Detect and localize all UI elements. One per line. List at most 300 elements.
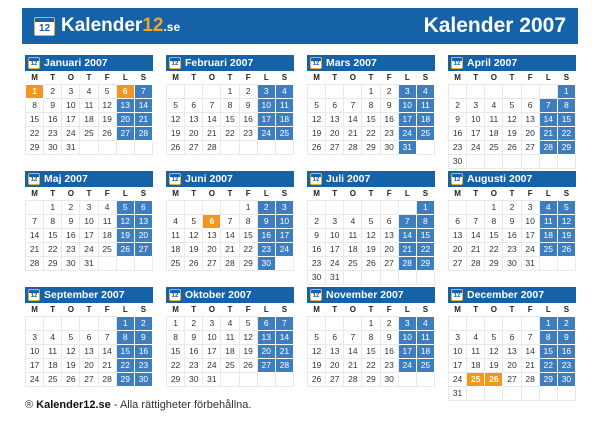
week-row xyxy=(26,214,153,228)
day-cell: 14 xyxy=(398,228,416,242)
day-cell: 5 xyxy=(62,330,80,344)
day-cell: 15 xyxy=(239,228,257,242)
day-cell: 23 xyxy=(503,242,521,256)
calendar-icon: 12 xyxy=(28,173,40,185)
day-cell: 16 xyxy=(503,228,521,242)
empty-cell xyxy=(80,140,98,154)
month-table xyxy=(25,72,153,155)
day-cell: 24 xyxy=(203,358,221,372)
day-cell: 6 xyxy=(449,214,467,228)
weekday-header: T xyxy=(362,304,380,316)
weekday-header: S xyxy=(134,304,152,316)
empty-cell xyxy=(557,256,575,270)
weekday-header-row xyxy=(308,72,435,84)
month-title: Maj 2007 xyxy=(44,173,88,185)
day-cell: 27 xyxy=(185,140,203,154)
day-cell: 23 xyxy=(380,358,398,372)
month-calendar xyxy=(307,287,435,387)
weekday-header-row xyxy=(449,304,576,316)
day-cell: 19 xyxy=(239,344,257,358)
day-cell: 3 xyxy=(275,200,293,214)
day-cell: 3 xyxy=(257,84,275,98)
day-cell: 4 xyxy=(275,84,293,98)
weekday-header: L xyxy=(257,72,275,84)
empty-cell xyxy=(185,84,203,98)
weekday-header: F xyxy=(380,72,398,84)
empty-cell xyxy=(503,386,521,400)
day-cell: 2 xyxy=(380,316,398,330)
day-cell: 16 xyxy=(557,344,575,358)
day-cell: 21 xyxy=(275,344,293,358)
day-cell: 1 xyxy=(362,316,380,330)
day-cell: 12 xyxy=(308,112,326,126)
week-row xyxy=(26,200,153,214)
month-title: Juni 2007 xyxy=(185,173,233,185)
empty-cell xyxy=(539,256,557,270)
day-cell: 20 xyxy=(185,126,203,140)
day-cell: 30 xyxy=(308,270,326,284)
week-row xyxy=(26,256,153,270)
day-cell: 18 xyxy=(80,112,98,126)
day-cell: 17 xyxy=(26,358,44,372)
day-cell: 14 xyxy=(275,330,293,344)
month-table xyxy=(166,304,294,387)
weekday-header-row xyxy=(449,188,576,200)
weekday-header-row xyxy=(308,304,435,316)
day-cell: 10 xyxy=(398,98,416,112)
day-cell: 7 xyxy=(344,330,362,344)
week-row xyxy=(449,242,576,256)
month-table xyxy=(448,72,576,169)
empty-cell xyxy=(185,200,203,214)
empty-cell xyxy=(221,200,239,214)
weekday-header: L xyxy=(116,304,134,316)
day-cell: 13 xyxy=(326,112,344,126)
day-cell: 15 xyxy=(44,228,62,242)
day-cell: 5 xyxy=(185,214,203,228)
day-cell: 14 xyxy=(467,228,485,242)
footer-text: - Alla rättigheter förbehållna. xyxy=(113,399,252,411)
day-cell: 13 xyxy=(185,112,203,126)
week-row xyxy=(449,386,576,400)
day-cell: 2 xyxy=(449,98,467,112)
day-cell: 27 xyxy=(257,358,275,372)
day-cell: 10 xyxy=(62,98,80,112)
day-cell: 8 xyxy=(239,214,257,228)
empty-cell xyxy=(416,372,434,386)
day-cell: 13 xyxy=(134,214,152,228)
weekday-header: O xyxy=(203,304,221,316)
day-cell: 2 xyxy=(185,316,203,330)
empty-cell xyxy=(239,372,257,386)
day-cell: 15 xyxy=(416,228,434,242)
empty-cell xyxy=(467,154,485,168)
day-cell: 20 xyxy=(80,358,98,372)
month-title: November 2007 xyxy=(326,289,404,301)
weekday-header: O xyxy=(344,304,362,316)
day-cell: 12 xyxy=(485,344,503,358)
day-cell: 7 xyxy=(539,98,557,112)
site-logo[interactable] xyxy=(34,15,180,37)
empty-cell xyxy=(116,256,134,270)
empty-cell xyxy=(203,200,221,214)
week-row xyxy=(167,330,294,344)
month-title: Januari 2007 xyxy=(44,57,108,69)
day-cell: 9 xyxy=(62,214,80,228)
day-cell: 24 xyxy=(521,242,539,256)
day-cell: 18 xyxy=(275,112,293,126)
day-cell: 28 xyxy=(539,140,557,154)
day-cell: 1 xyxy=(239,200,257,214)
day-cell: 25 xyxy=(485,140,503,154)
day-cell: 29 xyxy=(485,256,503,270)
day-cell: 10 xyxy=(257,98,275,112)
empty-cell xyxy=(257,372,275,386)
day-cell: 24 xyxy=(26,372,44,386)
day-cell: 15 xyxy=(26,112,44,126)
day-cell: 3 xyxy=(80,200,98,214)
day-cell: 2 xyxy=(380,84,398,98)
empty-cell xyxy=(275,256,293,270)
empty-cell xyxy=(98,256,116,270)
month-title: December 2007 xyxy=(467,289,545,301)
day-cell: 1 xyxy=(44,200,62,214)
day-cell: 23 xyxy=(44,126,62,140)
calendar-icon: 12 xyxy=(34,17,55,36)
day-cell: 21 xyxy=(26,242,44,256)
empty-cell xyxy=(62,316,80,330)
weekday-header: M xyxy=(26,72,44,84)
weekday-header-row xyxy=(26,72,153,84)
day-cell: 30 xyxy=(185,372,203,386)
empty-cell xyxy=(485,84,503,98)
day-cell: 9 xyxy=(185,330,203,344)
day-cell: 10 xyxy=(398,330,416,344)
month-table xyxy=(25,188,153,271)
weekday-header-row xyxy=(167,304,294,316)
day-cell: 22 xyxy=(557,126,575,140)
day-cell: 21 xyxy=(98,358,116,372)
week-row xyxy=(167,256,294,270)
empty-cell xyxy=(308,200,326,214)
day-cell: 19 xyxy=(116,228,134,242)
day-cell: 7 xyxy=(521,330,539,344)
empty-cell xyxy=(221,372,239,386)
day-cell: 7 xyxy=(275,316,293,330)
day-cell: 17 xyxy=(275,228,293,242)
day-cell: 25 xyxy=(275,126,293,140)
day-cell: 22 xyxy=(116,358,134,372)
empty-cell xyxy=(44,316,62,330)
day-cell: 25 xyxy=(221,358,239,372)
day-cell: 27 xyxy=(449,256,467,270)
footer-brand: Kalender12.se xyxy=(36,399,111,411)
day-cell: 14 xyxy=(344,344,362,358)
day-cell: 13 xyxy=(116,98,134,112)
month-calendar xyxy=(25,171,153,271)
empty-cell xyxy=(275,140,293,154)
weekday-header: M xyxy=(26,188,44,200)
day-cell: 5 xyxy=(503,98,521,112)
day-cell: 17 xyxy=(80,228,98,242)
day-cell: 13 xyxy=(80,344,98,358)
day-cell: 3 xyxy=(26,330,44,344)
day-cell: 16 xyxy=(380,344,398,358)
empty-cell xyxy=(326,200,344,214)
day-cell: 7 xyxy=(221,214,239,228)
week-row xyxy=(308,316,435,330)
day-cell: 12 xyxy=(98,98,116,112)
day-cell: 25 xyxy=(44,372,62,386)
day-cell: 23 xyxy=(134,358,152,372)
week-row xyxy=(449,154,576,168)
day-cell: 6 xyxy=(134,200,152,214)
day-cell: 8 xyxy=(362,98,380,112)
week-row xyxy=(26,228,153,242)
week-row xyxy=(26,372,153,386)
weekday-header: M xyxy=(167,188,185,200)
day-cell: 22 xyxy=(239,242,257,256)
month-calendar xyxy=(166,287,294,387)
weekday-header: O xyxy=(62,188,80,200)
day-cell: 8 xyxy=(485,214,503,228)
weekday-header: S xyxy=(557,304,575,316)
day-cell: 9 xyxy=(503,214,521,228)
empty-cell xyxy=(398,372,416,386)
day-cell: 25 xyxy=(98,242,116,256)
week-row xyxy=(308,140,435,154)
day-cell: 31 xyxy=(326,270,344,284)
weekday-header: T xyxy=(467,188,485,200)
weekday-header: T xyxy=(221,304,239,316)
footer xyxy=(25,399,251,411)
month-calendar xyxy=(448,171,576,271)
day-cell: 20 xyxy=(326,126,344,140)
month-header xyxy=(448,55,576,71)
day-cell: 4 xyxy=(221,316,239,330)
weekday-header-row xyxy=(26,304,153,316)
week-row xyxy=(449,316,576,330)
day-cell: 9 xyxy=(557,330,575,344)
day-cell: 22 xyxy=(26,126,44,140)
day-cell: 29 xyxy=(239,256,257,270)
day-cell: 29 xyxy=(362,140,380,154)
day-cell: 26 xyxy=(503,140,521,154)
weekday-header: M xyxy=(167,304,185,316)
day-cell: 12 xyxy=(167,112,185,126)
day-cell: 19 xyxy=(62,358,80,372)
month-header xyxy=(25,55,153,71)
day-cell: 30 xyxy=(449,154,467,168)
week-row xyxy=(449,344,576,358)
calendar-icon: 12 xyxy=(169,289,181,301)
empty-cell xyxy=(449,84,467,98)
day-cell: 26 xyxy=(308,140,326,154)
weekday-header-row xyxy=(167,72,294,84)
day-cell: 9 xyxy=(308,228,326,242)
day-cell: 5 xyxy=(362,214,380,228)
weekday-header: O xyxy=(203,188,221,200)
week-row xyxy=(167,140,294,154)
day-cell: 19 xyxy=(98,112,116,126)
day-cell: 7 xyxy=(203,98,221,112)
day-cell: 16 xyxy=(449,126,467,140)
day-cell: 3 xyxy=(326,214,344,228)
day-cell: 19 xyxy=(557,228,575,242)
day-cell: 4 xyxy=(80,84,98,98)
empty-cell xyxy=(521,386,539,400)
weekday-header: M xyxy=(449,188,467,200)
weekday-header: T xyxy=(362,72,380,84)
day-cell: 2 xyxy=(62,200,80,214)
day-cell: 3 xyxy=(467,98,485,112)
day-cell: 18 xyxy=(416,344,434,358)
day-cell: 22 xyxy=(362,358,380,372)
month-header xyxy=(166,171,294,187)
empty-cell xyxy=(134,256,152,270)
week-row xyxy=(26,140,153,154)
empty-cell xyxy=(116,140,134,154)
month-table xyxy=(166,72,294,155)
day-cell: 24 xyxy=(398,358,416,372)
day-cell: 7 xyxy=(134,84,152,98)
day-cell: 17 xyxy=(398,344,416,358)
day-cell: 17 xyxy=(257,112,275,126)
weekday-header: O xyxy=(203,72,221,84)
empty-cell xyxy=(344,84,362,98)
day-cell: 1 xyxy=(539,316,557,330)
day-cell: 6 xyxy=(116,84,134,98)
week-row xyxy=(308,112,435,126)
day-cell: 30 xyxy=(380,372,398,386)
day-cell: 30 xyxy=(44,140,62,154)
day-cell: 28 xyxy=(344,372,362,386)
day-cell: 22 xyxy=(362,126,380,140)
day-cell: 24 xyxy=(326,256,344,270)
day-cell: 21 xyxy=(521,358,539,372)
day-cell: 15 xyxy=(557,112,575,126)
day-cell: 19 xyxy=(308,126,326,140)
empty-cell xyxy=(275,372,293,386)
empty-cell xyxy=(326,84,344,98)
empty-cell xyxy=(557,386,575,400)
day-cell: 31 xyxy=(521,256,539,270)
day-cell: 24 xyxy=(257,126,275,140)
day-cell: 29 xyxy=(416,256,434,270)
day-cell: 24 xyxy=(398,126,416,140)
empty-cell xyxy=(539,154,557,168)
week-row xyxy=(308,126,435,140)
day-cell: 17 xyxy=(449,358,467,372)
month-calendar xyxy=(307,171,435,285)
day-cell: 30 xyxy=(380,140,398,154)
calendar-icon: 12 xyxy=(28,57,40,69)
day-cell: 29 xyxy=(539,372,557,386)
weekday-header: T xyxy=(185,188,203,200)
empty-cell xyxy=(362,270,380,284)
month-calendar xyxy=(166,55,294,155)
calendar-icon: 12 xyxy=(451,289,463,301)
day-cell: 31 xyxy=(203,372,221,386)
day-cell: 31 xyxy=(398,140,416,154)
day-cell: 24 xyxy=(275,242,293,256)
day-cell: 28 xyxy=(521,372,539,386)
day-cell: 16 xyxy=(239,112,257,126)
day-cell: 15 xyxy=(116,344,134,358)
calendar-icon: 12 xyxy=(169,173,181,185)
day-cell: 1 xyxy=(416,200,434,214)
empty-cell xyxy=(308,84,326,98)
day-cell: 22 xyxy=(416,242,434,256)
day-cell: 8 xyxy=(116,330,134,344)
weekday-header: S xyxy=(557,188,575,200)
day-cell: 5 xyxy=(239,316,257,330)
week-row xyxy=(308,358,435,372)
weekday-header: S xyxy=(416,304,434,316)
week-row xyxy=(308,228,435,242)
week-row xyxy=(167,344,294,358)
day-cell: 8 xyxy=(539,330,557,344)
day-cell: 26 xyxy=(185,256,203,270)
day-cell: 12 xyxy=(185,228,203,242)
week-row xyxy=(308,200,435,214)
day-cell: 14 xyxy=(539,112,557,126)
day-cell: 25 xyxy=(416,126,434,140)
day-cell: 21 xyxy=(344,358,362,372)
week-row xyxy=(26,316,153,330)
day-cell: 20 xyxy=(503,358,521,372)
month-table xyxy=(448,304,576,401)
month-calendar xyxy=(25,287,153,387)
day-cell: 19 xyxy=(185,242,203,256)
day-cell: 16 xyxy=(134,344,152,358)
day-cell: 14 xyxy=(521,344,539,358)
day-cell: 30 xyxy=(62,256,80,270)
week-row xyxy=(449,140,576,154)
month-table xyxy=(307,188,435,285)
empty-cell xyxy=(467,316,485,330)
day-cell: 8 xyxy=(26,98,44,112)
month-table xyxy=(307,304,435,387)
day-cell: 29 xyxy=(557,140,575,154)
day-cell: 26 xyxy=(485,372,503,386)
day-cell: 30 xyxy=(557,372,575,386)
empty-cell xyxy=(503,84,521,98)
day-cell: 4 xyxy=(416,84,434,98)
day-cell: 6 xyxy=(203,214,221,228)
day-cell: 25 xyxy=(344,256,362,270)
day-cell: 15 xyxy=(221,112,239,126)
day-cell: 21 xyxy=(539,126,557,140)
weekday-header: L xyxy=(539,304,557,316)
day-cell: 19 xyxy=(485,358,503,372)
day-cell: 28 xyxy=(275,358,293,372)
day-cell: 27 xyxy=(326,140,344,154)
weekday-header: T xyxy=(44,188,62,200)
day-cell: 4 xyxy=(485,98,503,112)
weekday-header: F xyxy=(380,188,398,200)
weekday-header: S xyxy=(416,188,434,200)
weekday-header: T xyxy=(80,72,98,84)
day-cell: 3 xyxy=(203,316,221,330)
week-row xyxy=(449,330,576,344)
day-cell: 14 xyxy=(221,228,239,242)
weekday-header: L xyxy=(539,188,557,200)
weekday-header-row xyxy=(308,188,435,200)
empty-cell xyxy=(98,316,116,330)
week-row xyxy=(449,84,576,98)
day-cell: 15 xyxy=(362,344,380,358)
